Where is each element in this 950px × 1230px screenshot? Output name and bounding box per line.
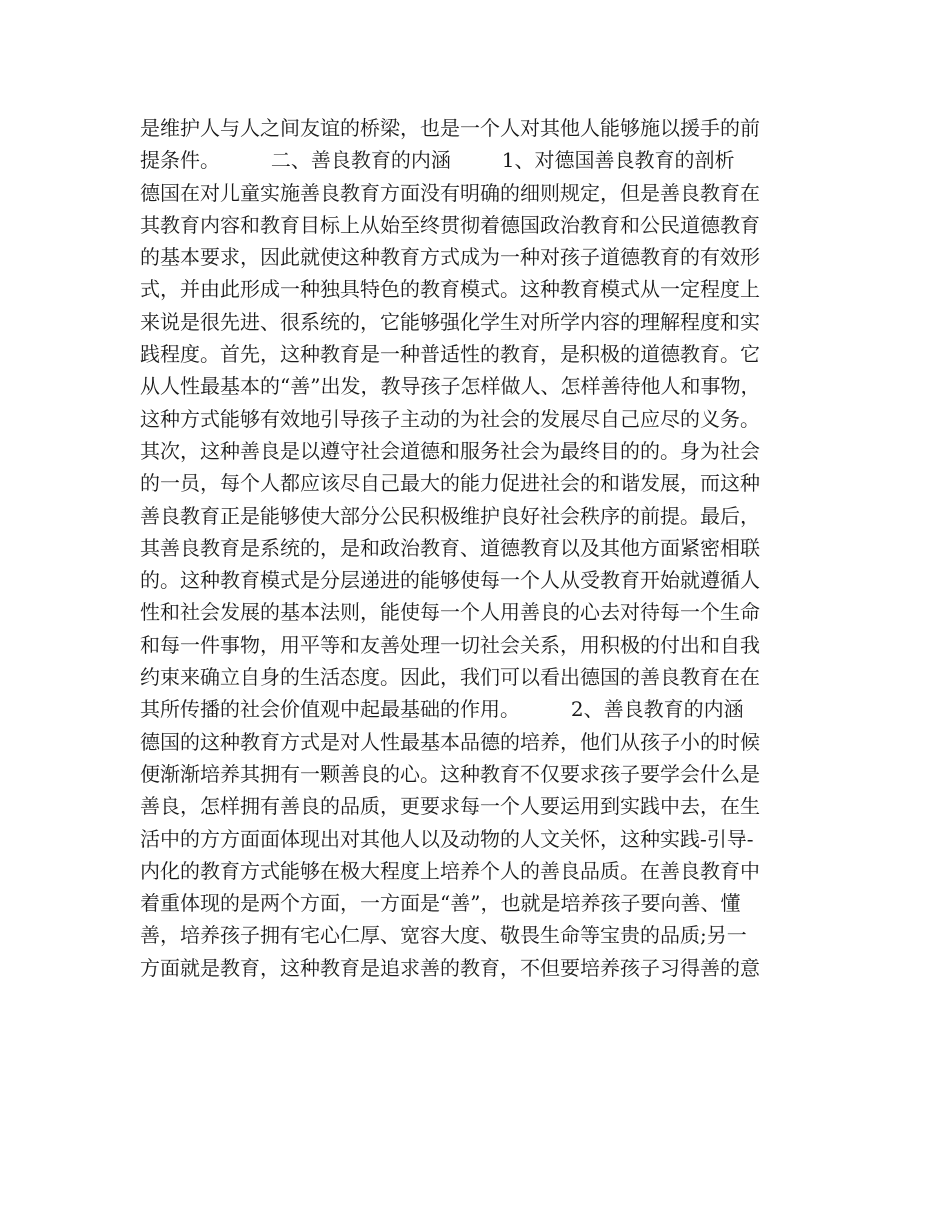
text-line: 内化的教育方式能够在极大程度上培养个人的善良品质。在善良教育中 [140,858,760,883]
text-line: 性和社会发展的基本法则，能使每一个人用善良的心去对待每一个生命 [140,600,760,625]
text-line: 便渐渐培养其拥有一颗善良的心。这种教育不仅要求孩子要学会什么是 [140,761,760,786]
text-line: 从人性最基本的“善”出发，教导孩子怎样做人、怎样善待他人和事物， [140,374,761,399]
text-line: 提条件。 二、善良教育的内涵 1、对德国善良教育的剖析 [140,148,735,173]
text-line: 德国在对儿童实施善良教育方面没有明确的细则规定，但是善良教育在 [140,180,760,205]
text-line: 善良，怎样拥有善良的品质，更要求每一个人要运用到实践中去，在生 [140,794,760,819]
body-text [140,112,830,984]
text-line: 着重体现的是两个方面，一方面是“善”，也就是培养孩子要向善、懂 [140,891,741,916]
text-line: 其次，这种善良是以遵守社会道德和服务社会为最终目的的。身为社会 [140,438,760,463]
text-line: 的。这种教育模式是分层递进的能够使每一个人从受教育开始就遵循人 [140,568,760,593]
text-line: 的一员，每个人都应该尽自己最大的能力促进社会的和谐发展，而这种 [140,471,760,496]
text-line: 善，培养孩子拥有宅心仁厚、宽容大度、敬畏生命等宝贵的品质;另一 [140,923,747,948]
text-line: 来说是很先进、很系统的，它能够强化学生对所学内容的理解程度和实 [140,309,760,334]
text-line: 德国的这种教育方式是对人性最基本品德的培养，他们从孩子小的时候 [140,729,760,754]
text-line: 是维护人与人之间友谊的桥梁，也是一个人对其他人能够施以援手的前 [140,116,760,140]
text-line: 践程度。首先，这种教育是一种普适性的教育，是积极的道德教育。它 [140,342,760,367]
text-line: 的基本要求，因此就使这种教育方式成为一种对孩子道德教育的有效形 [140,245,760,270]
text-line: 其善良教育是系统的，是和政治教育、道德教育以及其他方面紧密相联 [140,535,760,560]
text-line: 方面就是教育，这种教育是追求善的教育，不但要培养孩子习得善的意 [140,955,760,980]
text-line: 和每一件事物，用平等和友善处理一切社会关系，用积极的付出和自我 [140,632,760,657]
text-line: 这种方式能够有效地引导孩子主动的为社会的发展尽自己应尽的义务。 [140,406,760,431]
text-line: 善良教育正是能够使大部分公民积极维护良好社会秩序的前提。最后， [140,503,760,528]
text-line: 式，并由此形成一种独具特色的教育模式。这种教育模式从一定程度上 [140,277,760,302]
text-line: 其教育内容和教育目标上从始至终贯彻着德国政治教育和公民道德教育 [140,212,760,237]
text-line: 活中的方方面面体现出对其他人以及动物的人文关怀，这种实践-引导- [140,826,754,851]
text-line: 其所传播的社会价值观中起最基础的作用。 2、善良教育的内涵 [140,697,744,722]
text-line: 约束来确立自身的生活态度。因此，我们可以看出德国的善良教育在在 [140,665,760,690]
